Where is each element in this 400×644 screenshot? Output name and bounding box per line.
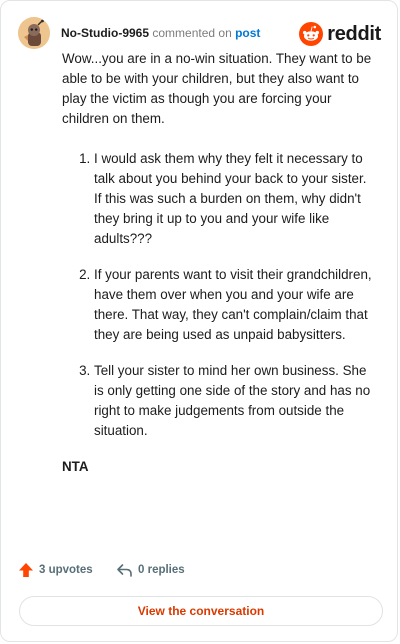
- view-conversation-button[interactable]: View the conversation: [19, 596, 383, 626]
- upvote-button[interactable]: [18, 562, 93, 578]
- comment-point: 1. I would ask them why they felt it necessary to talk about you behind your back to your sister. If this was such a burden on them, why didn't they bring it up to you and your wife like adults???: [94, 149, 374, 249]
- reply-arrow-icon: [116, 562, 133, 578]
- comment-verdict: NTA: [62, 459, 89, 474]
- reddit-logo-icon: [299, 22, 323, 46]
- comment-intro: Wow...you are in a no-win situation. They want to be able to be with your children, but they also want to play the victim as though you are forcing your children on them.: [62, 51, 372, 126]
- reddit-brand[interactable]: [299, 21, 381, 47]
- action-text: commented on: [152, 26, 232, 40]
- comment-body: [62, 49, 374, 477]
- snoo-avatar-icon: [18, 17, 50, 49]
- comment-header: [18, 17, 381, 51]
- comment-byline: [61, 25, 260, 41]
- comment-point: 3. Tell your sister to mind her own business. She is only getting one side of the story and has no right to make judgements from outside the situation.: [94, 361, 374, 441]
- upvote-arrow-icon: [18, 562, 34, 578]
- comment-point-list: [62, 149, 374, 441]
- reply-button[interactable]: [116, 562, 185, 578]
- user-avatar[interactable]: [18, 17, 50, 49]
- reply-count: 0 replies: [138, 564, 185, 576]
- comment-footer: [18, 562, 381, 582]
- username-link[interactable]: No-Studio-9965: [61, 26, 150, 40]
- post-link[interactable]: post: [235, 26, 261, 40]
- comment-point: 2. If your parents want to visit their grandchildren, have them over when you and your wife are there. That way, they can't complain/claim that they are being used as unpaid babysitters.: [94, 265, 374, 345]
- brand-wordmark: reddit: [327, 22, 381, 45]
- upvote-count: 3 upvotes: [39, 564, 93, 576]
